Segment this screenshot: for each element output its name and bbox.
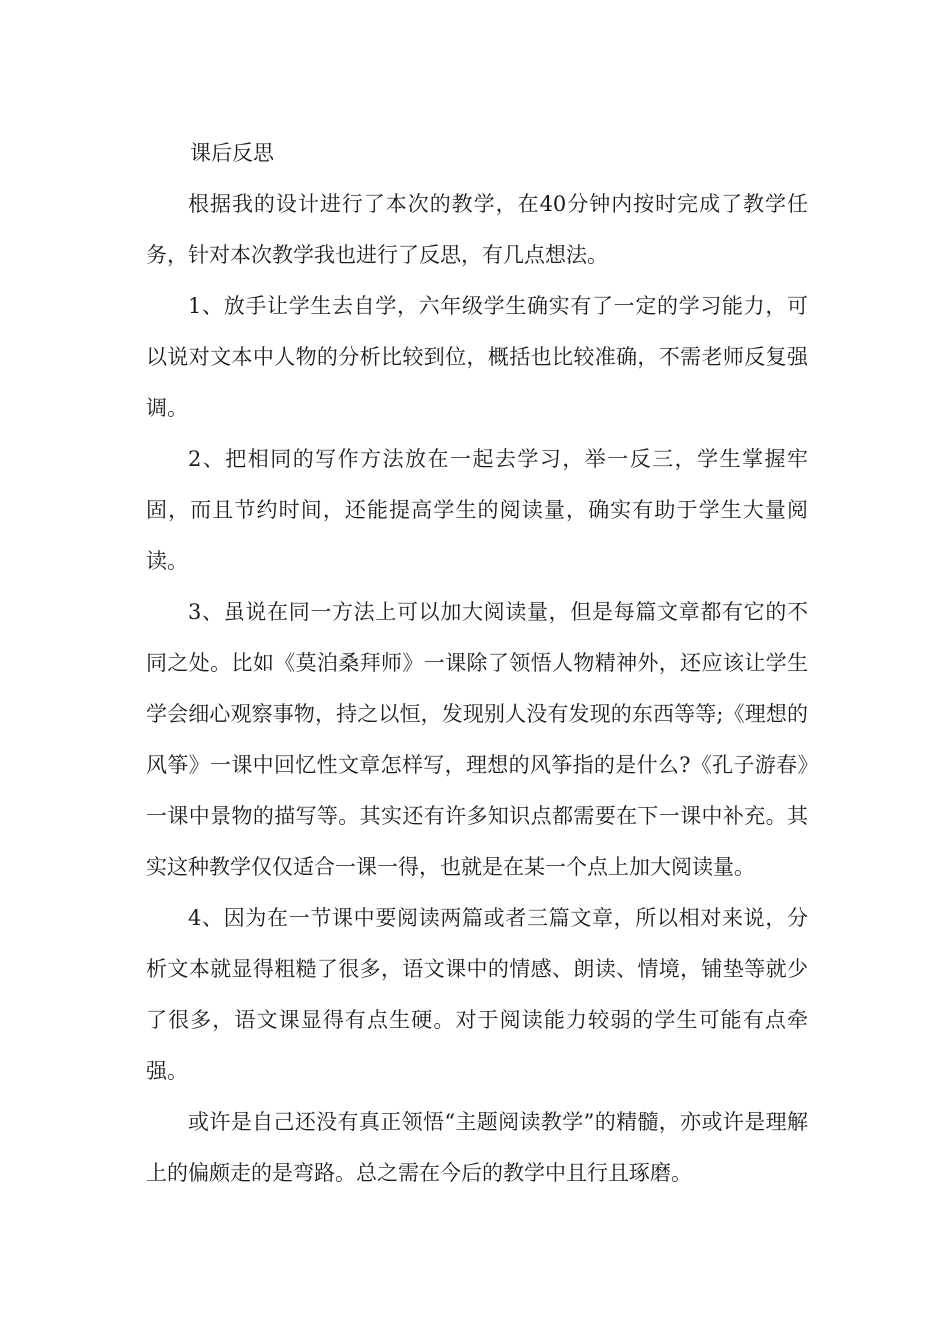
section-heading: 课后反思	[190, 141, 274, 165]
document-body	[146, 128, 808, 1199]
paragraph-point-1: 1、放手让学生去自学，六年级学生确实有了一定的学习能力，可以说对文本中人物的分析比较到位，概括也比较准确，不需老师反复强调。	[146, 294, 808, 420]
paragraph-point-2: 2、把相同的写作方法放在一起去学习，举一反三，学生掌握牢固，而且节约时间，还能提高学生的阅读量，确实有助于学生大量阅读。	[146, 447, 808, 573]
paragraph-conclusion: 或许是自己还没有真正领悟“主题阅读教学”的精髓，亦或许是理解上的偏颇走的是弯路。总之需在今后的教学中且行且琢磨。	[146, 1110, 808, 1185]
paragraph-point-4: 4、因为在一节课中要阅读两篇或者三篇文章，所以相对来说，分析文本就显得粗糙了很多，语文课中的情感、朗读、情境，铺垫等就少了很多，语文课显得有点生硬。对于阅读能力较弱的学生可能有点牵强。	[146, 906, 808, 1083]
paragraph-point-3: 3、虽说在同一方法上可以加大阅读量，但是每篇文章都有它的不同之处。比如《莫泊桑拜师》一课除了领悟人物精神外，还应该让学生学会细心观察事物，持之以恒，发现别人没有发现的东西等等;《理想的风筝》一课中回忆性文章怎样写，理想的风筝指的是什么?《孔子游春》一课中景物的描写等。其实还有许多知识点都需要在下一课中补充。其实这种教学仅仅适合一课一得，也就是在某一个点上加大阅读量。	[146, 600, 808, 879]
paragraph-intro: 根据我的设计进行了本次的教学，在40分钟内按时完成了教学任务，针对本次教学我也进行了反思，有几点想法。	[146, 192, 808, 267]
